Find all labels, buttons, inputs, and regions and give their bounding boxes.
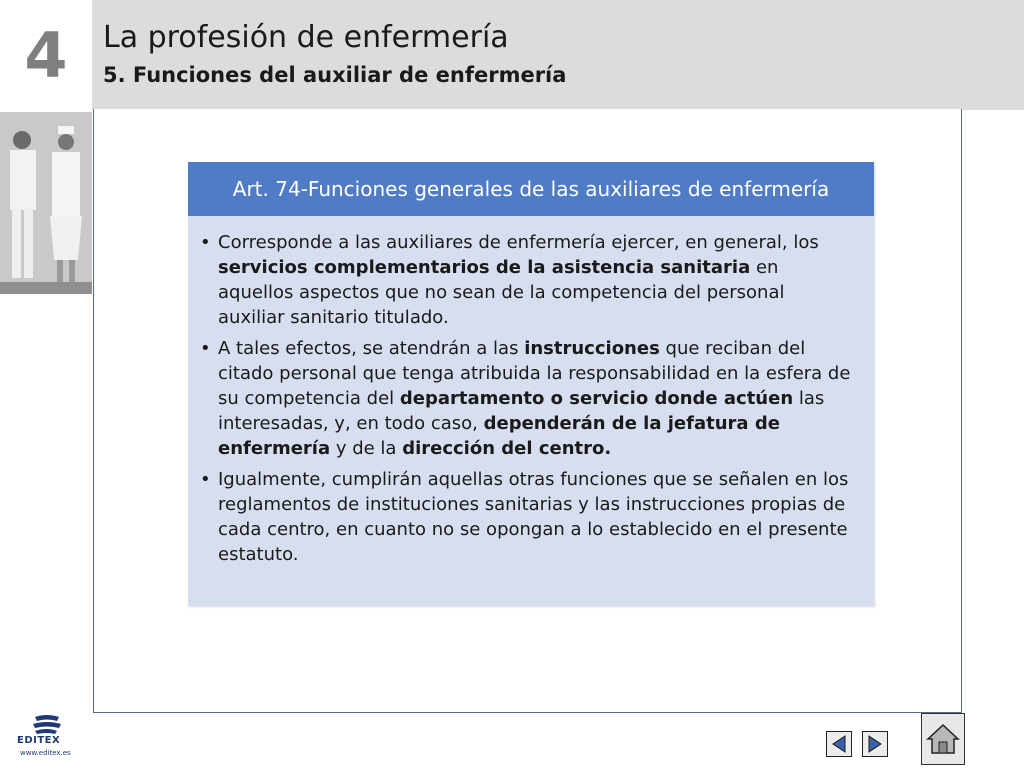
next-slide-button[interactable] bbox=[862, 731, 888, 757]
chapter-number: 4 bbox=[24, 18, 68, 92]
card-heading: Art. 74-Funciones generales de las auxiliares de enfermería bbox=[188, 162, 874, 216]
header-band bbox=[92, 0, 1024, 110]
home-button[interactable] bbox=[921, 713, 965, 765]
text-segment: las interesadas, y, en todo caso, bbox=[218, 388, 825, 434]
bullet-dot: • bbox=[200, 232, 211, 253]
bold-segment: dirección del centro. bbox=[402, 438, 612, 459]
text-segment: Corresponde a las auxiliares de enfermería ejercer, en general, los bbox=[218, 232, 819, 253]
text-segment: A tales efectos, se atendrán a las bbox=[218, 338, 525, 359]
list-item bbox=[200, 336, 854, 461]
triangle-left-icon bbox=[831, 735, 847, 753]
list-item bbox=[200, 467, 854, 567]
bold-segment: dependerán de la jefatura de enfermería bbox=[218, 413, 780, 459]
text-segment: que reciban del citado personal que tenga atribuida la responsabilidad en la esfera de su competencia del bbox=[218, 338, 851, 409]
text-segment: Igualmente, cumplirán aquellas otras funciones que se señalen en los reglamentos de instituciones sanitarias y las instrucciones propias de cada centro, en cuanto no se opongan a lo establecido en el presente estatuto. bbox=[218, 469, 849, 565]
text-segment: en aquellos aspectos que no sean de la competencia del personal auxiliar sanitario titulado. bbox=[218, 257, 785, 328]
page-title: La profesión de enfermería bbox=[103, 20, 509, 55]
bold-segment: servicios complementarios de la asistencia sanitaria bbox=[218, 257, 751, 278]
bold-segment: instrucciones bbox=[524, 338, 660, 359]
logo-url: www.editex.es bbox=[20, 749, 71, 757]
home-icon bbox=[926, 722, 960, 756]
triangle-right-icon bbox=[867, 735, 883, 753]
article-card bbox=[188, 162, 874, 606]
list-item bbox=[200, 230, 854, 330]
bold-segment: departamento o servicio donde actúen bbox=[399, 388, 794, 409]
logo-text: EDITEX bbox=[17, 735, 61, 746]
card-body bbox=[188, 216, 874, 567]
bullet-dot: • bbox=[200, 338, 211, 359]
previous-slide-button[interactable] bbox=[826, 731, 852, 757]
bullet-dot: • bbox=[200, 469, 211, 490]
text-segment: y de la bbox=[330, 438, 403, 459]
page-subtitle: 5. Funciones del auxiliar de enfermería bbox=[103, 63, 567, 87]
nurses-photo bbox=[0, 112, 92, 294]
